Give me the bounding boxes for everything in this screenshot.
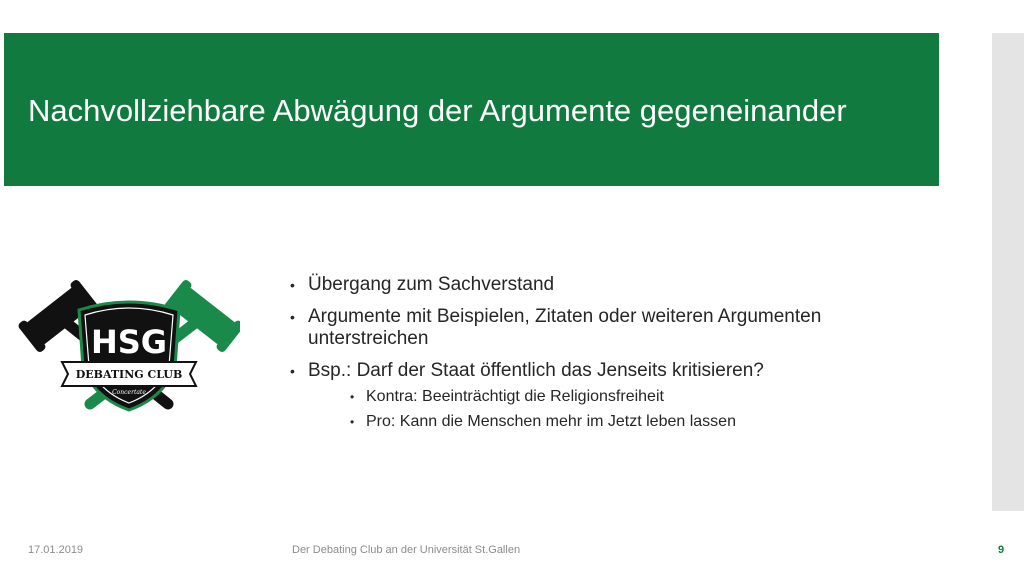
logo-graphic [18,280,240,416]
bullet-item [290,360,910,432]
bullet-dot-icon: • [290,363,295,379]
bullet-dot-icon: • [290,309,295,325]
sub-bullet-item [350,387,910,407]
bullet-list [290,274,910,442]
bullet-text: Argumente mit Beispielen, Zitaten oder weiteren Argumenten unterstreichen [308,306,822,349]
sub-bullet-text: Kontra: Beeinträchtigt die Religionsfreiheit [366,388,664,405]
bullet-dot-icon: • [290,277,295,293]
slide-title: Nachvollziehbare Abwägung der Argumente gegeneinander [28,93,847,128]
footer-organization: Der Debating Club an der Universität St.Gallen [292,544,521,556]
side-scroll-strip [992,33,1024,511]
footer-date: 17.01.2019 [28,544,84,556]
sub-bullet-text: Pro: Kann die Menschen mehr im Jetzt leben lassen [366,413,736,430]
bullet-text: Bsp.: Darf der Staat öffentlich das Jenseits kritisieren? [308,360,764,381]
bullet-item [290,274,910,296]
page-number: 9 [998,544,1005,556]
sub-bullet-dot-icon: • [350,415,355,429]
sub-bullet-dot-icon: • [350,390,355,404]
bullet-text: Übergang zum Sachverstand [308,274,555,295]
logo-banner-text: DEBATING CLUB [75,368,183,381]
title-bar [4,33,939,186]
logo-motto-text: Concertate [112,389,146,396]
hsg-debating-club-logo [18,280,240,416]
sub-bullet-item [350,412,910,432]
logo-hsg-text: HSG [90,323,168,361]
bullet-item [290,306,910,350]
